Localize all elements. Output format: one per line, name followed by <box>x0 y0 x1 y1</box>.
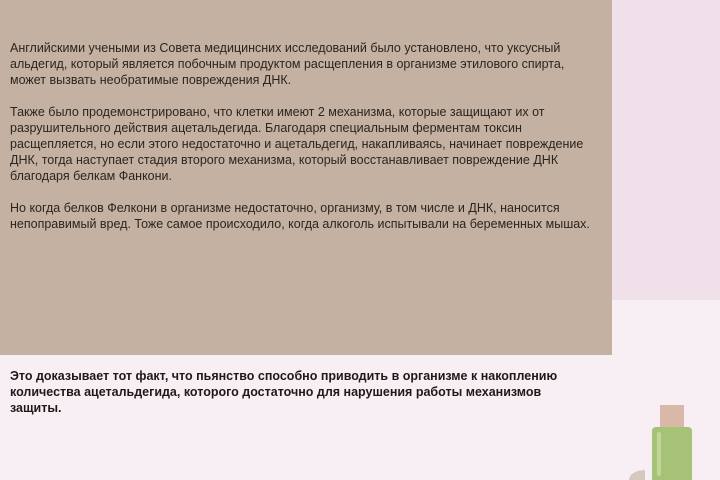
leaf-decoration <box>629 470 645 480</box>
article-body <box>10 40 600 248</box>
paragraph-damage: Но когда белков Фелкони в организме недостаточно, организму, в том числе и ДНК, наносится непоправимый вред. Тоже самое происходило, когда алкоголь испытывали на беременных мышах. <box>10 201 590 231</box>
paragraph-research: Английскими учеными из Совета медицинсних исследований было установлено, что уксусный альдегид, который является побочным продуктом расщепления в организме этилового спирта, может вызвать необратимые повреждения ДНК. <box>10 41 565 87</box>
bottle-highlight <box>657 432 661 476</box>
paragraph-mechanisms: Также было продемонстрировано, что клетки имеют 2 механизма, которые защищают их от разрушительного действия ацетальдегида. Благодаря специальным ферментам токсин расщепляется, но если этого недостаточно и ацетальдегид, накапливаясь, начинает повреждение ДНК, тогда наступает стадия второго механизма, который восстанавливает повреждение ДНК благодаря белкам Фанкони. <box>10 105 584 183</box>
conclusion-text: Это доказывает тот факт, что пьянство способно приводить в организме к накоплению количества ацетальдегида, которого достаточно для нарушения работы механизмов защиты. <box>10 369 558 415</box>
bottle-cap-icon <box>660 405 684 427</box>
